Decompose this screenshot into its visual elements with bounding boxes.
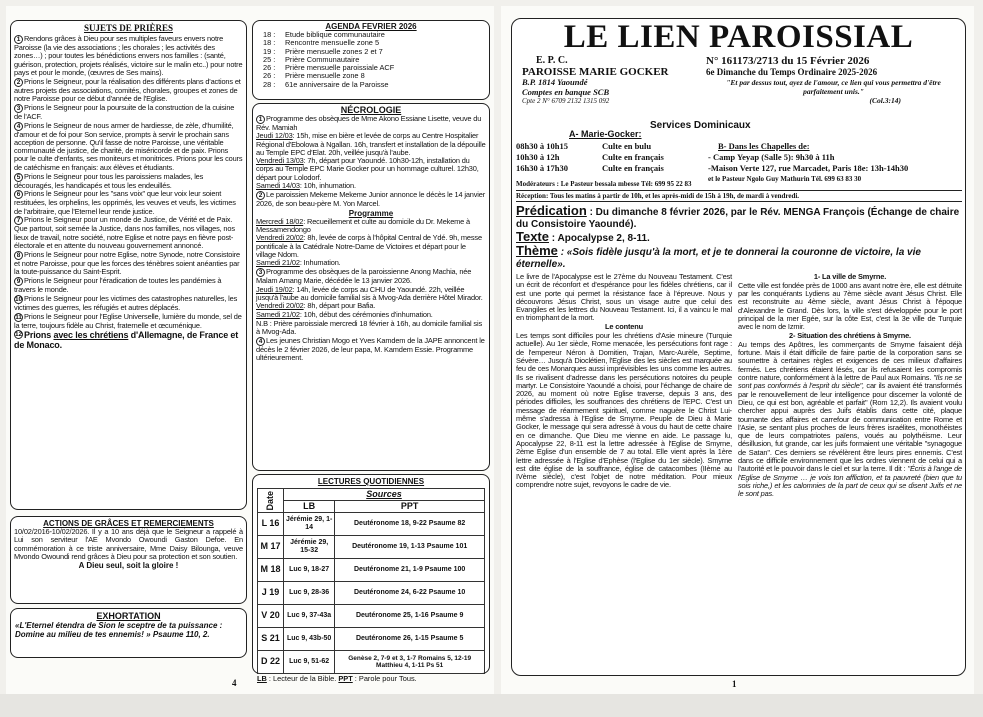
prayer-number: 7	[14, 216, 23, 225]
agenda-box	[252, 20, 490, 100]
daily-readings-box	[252, 474, 490, 683]
moderators-line: Modérateurs : Le Pasteur bessala mbesse Tél: 699 95 22 83	[516, 180, 692, 188]
services-title: Services Dominicaux	[650, 120, 751, 131]
service-row	[516, 141, 706, 152]
smyrna-city-heading: 1- La ville de Smyrne.	[813, 272, 887, 281]
epc-label: E. P. C.	[536, 55, 568, 66]
chapel-row: - Camp Yeyap (Salle 5): 9h30 à 11h	[708, 152, 835, 162]
sources-header: Sources	[284, 489, 485, 501]
prayer-item: 12 Prions avec les chrétiens d'Allemagne, de France et de Monaco.	[14, 330, 239, 351]
prayer-number: 1	[14, 35, 23, 44]
liturgical-sunday: 6e Dimanche du Temps Ordinaire 2025-2026	[706, 67, 878, 77]
preaching-text: : Du dimanche 8 février 2026, par le Rév. MENGA François (Échange de chaire du Consistoire Yaoundé).	[516, 207, 960, 230]
service-row	[516, 163, 706, 174]
schedule-line	[256, 132, 486, 157]
prayer-number: 8	[14, 251, 23, 260]
christians-situation-paragraph: Au temps des Apôtres, les commerçants de Smyrne faisaient déjà fortune. Mais il était difficile de faire partie de la corporation sans se soumettre à certaines règles et exigences de ces milieux d'affaires fermés. Les chrétiens étaient lésés, car ils refusaient les compromis contre nature, conformément à la lettre de Paul aux Romains. "Ils ne se sont pas conformés à l'esprit du siècle", car ils avaient été transformés par le renouvellement de leur intelligence pour discerner la volonté de Dieu, ce qui est bon, agréable et parfait" (Rom 12,2). Ils avaient voulu chercher appui auprès des Juifs établis dans cette cité, plaque tournante des affaires et carrefour de communication entre Rome et l'Asie, se sentant plus proches de leurs frères israélites, monothéistes que de leurs compatriotes païens, voués au polythéisme. Leur désillusion, fut grande, car les juifs formaient une véritable "synagogue de Satan". Ces derniers se révélèrent être leurs pires ennemis. C'est dans ce difficile environnement que les ordres viennent de celui qui a l'autorité et le pouvoir dans le ciel et sur la terre. Il dit : "Écris à l'ange de l'Eglise de Smyrne … je vois ton affliction, et ta pauvreté (bien que tu sois riche,) et les calomnies de la part de ceux qui se disent Juifs et ne le sont pas.	[738, 339, 962, 499]
agenda-event: 61e anniversaire de la Paroisse	[285, 79, 389, 89]
service-name: Culte en français	[602, 152, 664, 162]
schedule-line	[256, 311, 486, 319]
schedule-detail: : 7h, départ pour Yaoundé. 10h30-12h, installation du corps au Temple EPC Marie Gocker pour un hommage culturel. 12h30, départ pour Lolodorf.	[256, 156, 479, 182]
reading-lb: Luc 9, 51-62	[284, 651, 335, 674]
issue-number: N° 161173/2713 du 15 Février 2026	[706, 55, 870, 67]
prayer-item: 3 Prions le Seigneur pour la poursuite de la construction de la cuisine de l'ACF.	[14, 102, 235, 121]
services-a-title: A- Marie-Gocker:	[569, 129, 642, 139]
agenda-date: 26 :	[263, 71, 276, 81]
content-heading: Le contenu	[605, 322, 643, 332]
schedule-detail: : 14h, levée de corps au CHU de Yaoundé. 22h, veillée jusqu'à l'aube au domicile familial sis à Mvog-Ada derrière Hôtel Mirador.	[256, 284, 483, 303]
agenda-date: 28 :	[263, 79, 276, 89]
necrology-note: N.B : Prière paroissiale mercredi 18 février à 16h, au domicile familial sis à Mvog-Ada.	[256, 318, 483, 337]
service-time: 10h30 à 12h	[516, 152, 560, 162]
theme-label: Thème	[516, 243, 558, 258]
reading-day: D 22	[258, 651, 284, 674]
prayer-number: 12	[15, 331, 22, 339]
motto-reference: (Col.3:14)	[869, 96, 901, 105]
page-one	[501, 6, 974, 694]
schedule-day: Vendredi 13/03	[256, 156, 304, 166]
content-paragraph: Les temps sont difficiles pour les chrétiens d'Asie mineure (Turquie actuelle). Au 1er siècle, Rome menacée, les persécutions font rage : de l'empereur Néron à Domitien, Trajan, Marc-Aurèle, Septime, Sévère… Jusqu'à Dioclétien, l'Eglise des les siècles est marquée au feu de ces Monarques aussi imprévisibles les uns comme les autres. Ils se rivalisent d'adresse dans les persécutions notoires du peuple martyr. Le Consistoire Yaoundé a choisi, pour l'échange de chaire de 2026, au moment où notre Eglise traverse, depuis 3 ans, des périodes difficiles, les souffrances des chrétiens de l'EPC. C'est un message de réarmement spirituel, comme naguère le Christ Lui-même s'adressa à l'Eglise de Smyrne. Peuple de Dieu à Marie Gocker, le message qui sera adressé à vous du haut de cette chaire en ce dimanche. Que Dieu me vienne en aide. Le passage lu, Apocalypse 22, 8-11 est la lettre adressée à l'Eglise de Smyrne, 2ème Eglise d'un ensemble de 7 au total. Elle vient après la 1ère lettre adressée à l'Eglise d'Ephèse (l'Eglise du 1er siècle). Smyrne est dite église de la souffrance, église de catacombes (IIème au IVème siècle), c'est l'objet de notre méditation. Pour mieux comprendre notre sujet, revoyons le cadre de vie.	[516, 331, 732, 490]
schedule-line	[256, 234, 486, 259]
reading-ppt: Deutéronome 21, 1-9 Psaume 100	[335, 559, 485, 582]
chapel-row: -Maison Verte 127, rue Marcadet, Paris 18e: 13h-14h30	[708, 163, 909, 173]
text-reference: : Apocalypse 2, 8-11.	[551, 233, 650, 244]
prayer-item: 8 Prions le Seigneur pour notre Eglise, notre Synode, notre Consistoire et notre Paroisse, pour que les forces des ténèbres soient anéanties par la toute-puissance du Saint-Esprit.	[14, 249, 241, 277]
service-name: Culte en bulu	[602, 141, 652, 151]
schedule-day: Vendredi 20/02	[256, 233, 304, 243]
page-number-1: 1	[732, 679, 737, 689]
reading-row	[258, 536, 485, 559]
agenda-event: Prière Communautaire	[285, 54, 360, 64]
parish-name: PAROISSE MARIE GOCKER	[522, 66, 669, 78]
sermon-column-1	[516, 273, 732, 671]
reading-lb: Luc 9, 43b-50	[284, 628, 335, 651]
exhortation-text: «L'Eternel étendra de Sion le sceptre de ta puissance : Domine au milieu de tes ennemis! » Psaume 110, 2.	[15, 621, 223, 639]
readings-body	[258, 513, 485, 674]
agenda-title: AGENDA FEVRIER 2026	[325, 22, 417, 31]
agenda-list	[257, 31, 485, 89]
prayer-item: 7 Prions le Seigneur pour un monde de Justice, de Vérité et de Paix. Que partout, soit semée la Justice, dans nos familles, nos villages, nos lieux de travail, notre société, notre Eglise et notre pays en fièvre post-électorale et en attente du nouveau gouvernement annoncé.	[14, 215, 235, 251]
schedule-day: Jeudi 12/03	[256, 131, 293, 141]
thanksgiving-box	[10, 516, 247, 604]
necrology-entry-4: 4 Les jeunes Christian Mogo et Yves Kamdem de la JAPE annoncent le décès le 2 février 2026, de leur papa, M. Kamdem Essie. Programme ultérieurement.	[256, 335, 485, 362]
reading-day: M 17	[258, 536, 284, 559]
necrology-title: NÉCROLOGIE	[340, 105, 402, 115]
program-title: Programme	[348, 208, 394, 218]
prayer-item: 6 Prions le Seigneur pour les "sans voix" que leur voix leur soient restituées, les orphelins, les opprimés, les veuves et veufs, les victimes de l'arbitraire, que l'Eternel leur rende justice.	[14, 189, 236, 216]
agenda-date: 26 :	[263, 63, 276, 73]
prayer-number: 5	[14, 173, 23, 182]
theme-text: : «Sois fidèle jusqu'à la mort, et je te donnerai la couronne de victoire, la vie éternelle».	[516, 247, 921, 270]
thanksgiving-closing: A Dieu seul, soit la gloire !	[78, 561, 179, 571]
prayer-number: 10	[15, 295, 22, 303]
divider	[516, 190, 962, 191]
reading-ppt: Deutéronome 26, 1-15 Psaume 5	[335, 628, 485, 651]
schedule-day: Samedi 21/02	[256, 309, 300, 319]
prayer-item: 2 Prions le Seigneur, pour la réalisation des différents plans d'actions et autres projets des associations, comités, chorales, groupes et zones de notre Paroisse pour ce début d'année de l'Eglise.	[14, 76, 241, 103]
thanksgiving-text: 10/02/2016-10/02/2026. Il y a 10 ans déjà que le Seigneur a rappelé à Lui son serviteur l'AE Mvondo Owoundi Gaston Defoe. En commémoration à ce triste anniversaire, Mme Daisy Bilounga, veuve Mvondo Owoundi rend grâces à Dieu pour sa protection et son soutien.	[14, 527, 243, 561]
agenda-row	[263, 81, 485, 89]
reception-hours: Réception: Tous les matins à partir de 10h, et les après-midi de 15h à 19h, de mardi à vendredi.	[516, 192, 800, 200]
prayer-number: 6	[14, 190, 23, 199]
agenda-event: Prière mensuelle zone 8	[285, 71, 365, 81]
exhortation-title: EXHORTATION	[96, 611, 161, 621]
schedule-day: Samedi 21/02	[256, 258, 300, 268]
reading-day: M 18	[258, 559, 284, 582]
schedule-detail: : 10h, début des cérémonies d'inhumation.	[299, 309, 433, 319]
agenda-event: Prière mensuelle zones 2 et 7	[285, 46, 383, 56]
date-header: Date	[258, 489, 284, 513]
masthead	[516, 55, 961, 106]
reading-ppt: Deutéronome 25, 1-16 Psaume 9	[335, 605, 485, 628]
schedule-detail: : 8h, levée de corps à l'hôpital Central de Ydé. 9h, messe pontificale à la Catédrale Notre-Dame de Victoires et départ pour le village Ndom.	[256, 233, 482, 259]
prayer-number: 9	[14, 277, 23, 286]
prayer-item: 5 Prions le Seigneur pour tous les paroissiens malades, les découragés, les handicapés et tous les endeuillés.	[14, 171, 204, 190]
prayer-item: 1 Rendons grâces à Dieu pour ses multiples faveurs envers notre Paroisse (la vie des associations ; les chorales ; les activités des zones…) ; pour toutes les bénédictions envers nos familles : (santé, guérison, protection, projets réalisés, victoire sur le malin etc..) pour notre pays et pour le monde, (œuvres de Ses mains).	[14, 34, 243, 77]
reading-day: V 20	[258, 605, 284, 628]
prayer-topics-title: SUJETS DE PRIÈRES	[83, 23, 174, 33]
program-schedule	[256, 218, 486, 268]
scan-bottom-margin	[0, 694, 983, 717]
intro-paragraph: Le livre de l'Apocalypse est le 27ème du Nouveau Testament. C'est un écrit de réconfort et d'espérance pour les fidèles chrétiens, car il est une porte qui permet la résistance face à l'épreuve. Nous y découvrons Jésus Christ, sous un visage autre que celui des Evangiles et les lettres du Nouveau Testament. Ici, il a vaincu le mal en triomphant de la mort.	[516, 272, 732, 323]
necrology-entry-2: 2 Le paroissien Mekeme Mekeme Junior annonce le décès le 14 janvier 2026, de son beau-père M. Yon Marcel.	[256, 190, 486, 209]
chapel-row: et le Pasteur Ngolo Guy Mathurin Tél. 699 63 83 30	[708, 175, 862, 183]
services-b	[708, 141, 962, 185]
reading-lb: Jérémie 29, 15-32	[284, 536, 335, 559]
divider	[516, 201, 962, 202]
agenda-event: Prière mensuelle paroissiale ACF	[285, 63, 395, 73]
front-page-frame	[511, 18, 966, 676]
schedule-line	[256, 286, 486, 303]
sermon-column-2	[738, 273, 962, 671]
issue-info	[706, 55, 961, 106]
service-row	[516, 152, 706, 163]
account-number: Cpte 2 N° 6709 2132 1315 092	[522, 97, 610, 105]
agenda-event: Rencontre mensuelle zone 5	[285, 38, 380, 48]
schedule-detail: : 15h, mise en bière et levée de corps au Centre Hospitalier Régional d'Ebolowa à Ngallan. 16h, transfert et installation de la dépouille au Temple EPC d'Elat. 20h, veillée jusqu'à l'aube.	[256, 131, 486, 157]
reading-row	[258, 628, 485, 651]
readings-footer: LB : Lecteur de la Bible. PPT : Parole pour Tous.	[257, 674, 417, 683]
schedule-day: Mercredi 18/02	[256, 216, 304, 226]
postal-box: B.P. 1814 Yaoundé	[522, 77, 588, 87]
agenda-date: 25 :	[263, 54, 276, 64]
reading-ppt: Deutéronome 18, 9-22 Psaume 82	[335, 513, 485, 536]
schedule-detail: : Recueillement et culte au domicile du Dr. Mekeme à Messamendongo	[256, 216, 470, 234]
service-name: Culte en français	[602, 163, 664, 173]
reading-row	[258, 582, 485, 605]
readings-title: LECTURES QUOTIDIENNES	[317, 477, 425, 486]
agenda-date: 18 :	[263, 38, 276, 48]
lb-header: LB	[284, 501, 335, 513]
theme-block	[516, 245, 964, 271]
prayer-item: 9 Prions le Seigneur pour l'éradication de toutes les pandémies à travers le monde.	[14, 275, 222, 294]
service-time: 16h30 à 17h30	[516, 163, 568, 173]
ppt-header: PPT	[335, 501, 485, 513]
newsletter-title: LE LIEN PAROISSIAL	[563, 19, 914, 55]
schedule-detail: : 10h, inhumation.	[299, 181, 356, 191]
thanksgiving-title: ACTIONS DE GRÂCES ET REMERCIEMENTS	[43, 519, 214, 528]
schedule-line	[256, 182, 486, 190]
schedule-day: Samedi 14/03	[256, 181, 300, 191]
reading-row	[258, 605, 485, 628]
prayer-number: 4	[14, 122, 23, 131]
necrology-entry-3: 3 Programme des obsèques de la paroissienne Anong Machia, née Malam Amang Marie, décédée le 13 janvier 2026.	[256, 267, 472, 286]
christians-situation-heading: 2- Situation des chrétiens à Smyrne.	[789, 331, 911, 341]
agenda-date: 19 :	[263, 46, 276, 56]
schedule-day: Vendredi 20/02	[256, 301, 304, 311]
service-time: 08h30 à 10h15	[516, 141, 568, 151]
reading-day: J 19	[258, 582, 284, 605]
text-block	[516, 231, 964, 245]
necrology-entry-1-schedule	[256, 132, 486, 190]
text-label: Texte	[516, 229, 549, 244]
smyrna-city-paragraph: Cette ville est fondée près de 1000 ans avant notre ère, elle est détruite par les conquérants Lydiens au 7ème siècle avant Jésus Christ. Elle est reconstruite au 4ème siècle, avant Jésus Christ à l'époque d'Alexandre le Grand. Dès lors, la ville s'est développée pour le port principal de la mer Egée, sur la côte Est, c'est la 3e ville de Turquie avec le nom de Izmir.	[738, 280, 962, 332]
preaching-label: Prédication	[516, 203, 587, 218]
bank-label: Comptes en banque SCB	[522, 86, 610, 97]
necrology-box	[252, 103, 490, 471]
reading-lb: Jérémie 29, 1-14	[284, 513, 335, 536]
reading-ppt: Genèse 2, 7-9 et 3, 1-7 Romains 5, 12-19 Matthieu 4, 1-11 Ps 51	[335, 651, 485, 674]
reading-lb: Luc 9, 28-36	[284, 582, 335, 605]
prayer-topics-box	[10, 20, 247, 510]
reading-lb: Luc 9, 18-27	[284, 559, 335, 582]
agenda-event: Etude biblique communautaire	[285, 30, 385, 39]
page-number-4: 4	[232, 678, 237, 688]
reading-lb: Luc 9, 37-43a	[284, 605, 335, 628]
schedule-line	[256, 218, 486, 235]
prayer-number: 2	[14, 78, 23, 87]
reading-ppt: Deutéronome 24, 6-22 Psaume 10	[335, 582, 485, 605]
prayer-number: 11	[15, 313, 22, 321]
services-b-title: B- Dans les Chapelles de:	[718, 141, 810, 151]
page-four	[6, 6, 494, 694]
necrology-entry-1: 1 Programme des obsèques de Mme Akono Essiane Lisette, veuve du Rév. Mamiah	[256, 114, 482, 132]
reading-ppt: Deutéronome 19, 1-13 Psaume 101	[335, 536, 485, 559]
preaching-block	[516, 205, 964, 231]
services-a-list	[516, 141, 706, 174]
agenda-date: 18 :	[263, 30, 276, 39]
readings-table	[257, 488, 485, 674]
motto-quote: "Et par dessus tout, ayez de l'amour, ce lien qui vous permettra d'être parfaitement unis."	[726, 78, 941, 96]
exhortation-box	[10, 608, 247, 658]
schedule-detail: : 8h, départ pour Bafia.	[303, 301, 376, 311]
schedule-line	[256, 259, 486, 267]
schedule-day: Jeudi 19/02	[256, 284, 293, 294]
prayer-number: 3	[14, 104, 23, 113]
reading-row	[258, 559, 485, 582]
reading-row	[258, 651, 485, 674]
reading-day: S 21	[258, 628, 284, 651]
schedule-detail: : Inhumation.	[299, 258, 341, 268]
necrology-entry-3-schedule	[256, 286, 486, 319]
prayer-item: 4 Prions le Seigneur de nous armer de hardiesse, de zèle, d'humilité, d'amour et de foi pour Son service, prompts à servir le prochain sans acception de personne. Qu'il fasse de notre Paroisse, une véritable communauté de justice, de charité, de miséricorde et de paix. Prions pour le culte d'enfants, ses moniteurs et monitrices. Prions pour les cours de catéchisme en français: aux élèves et étudiants.	[14, 120, 243, 172]
parish-info	[516, 55, 706, 106]
reading-row	[258, 513, 485, 536]
reading-day: L 16	[258, 513, 284, 536]
schedule-line	[256, 157, 486, 182]
prayer-item: 11 Prions le Seigneur pour l'Eglise Universelle, lumière du monde, sel de la terre, toujours fidèle au Christ, fraternelle et œcuménique.	[14, 311, 242, 330]
prayer-item: 10 Prions le Seigneur pour les victimes des catastrophes naturelles, les victimes des guerres, les réfugiés et autres déplacés.	[14, 293, 238, 312]
prayer-list	[14, 35, 243, 350]
